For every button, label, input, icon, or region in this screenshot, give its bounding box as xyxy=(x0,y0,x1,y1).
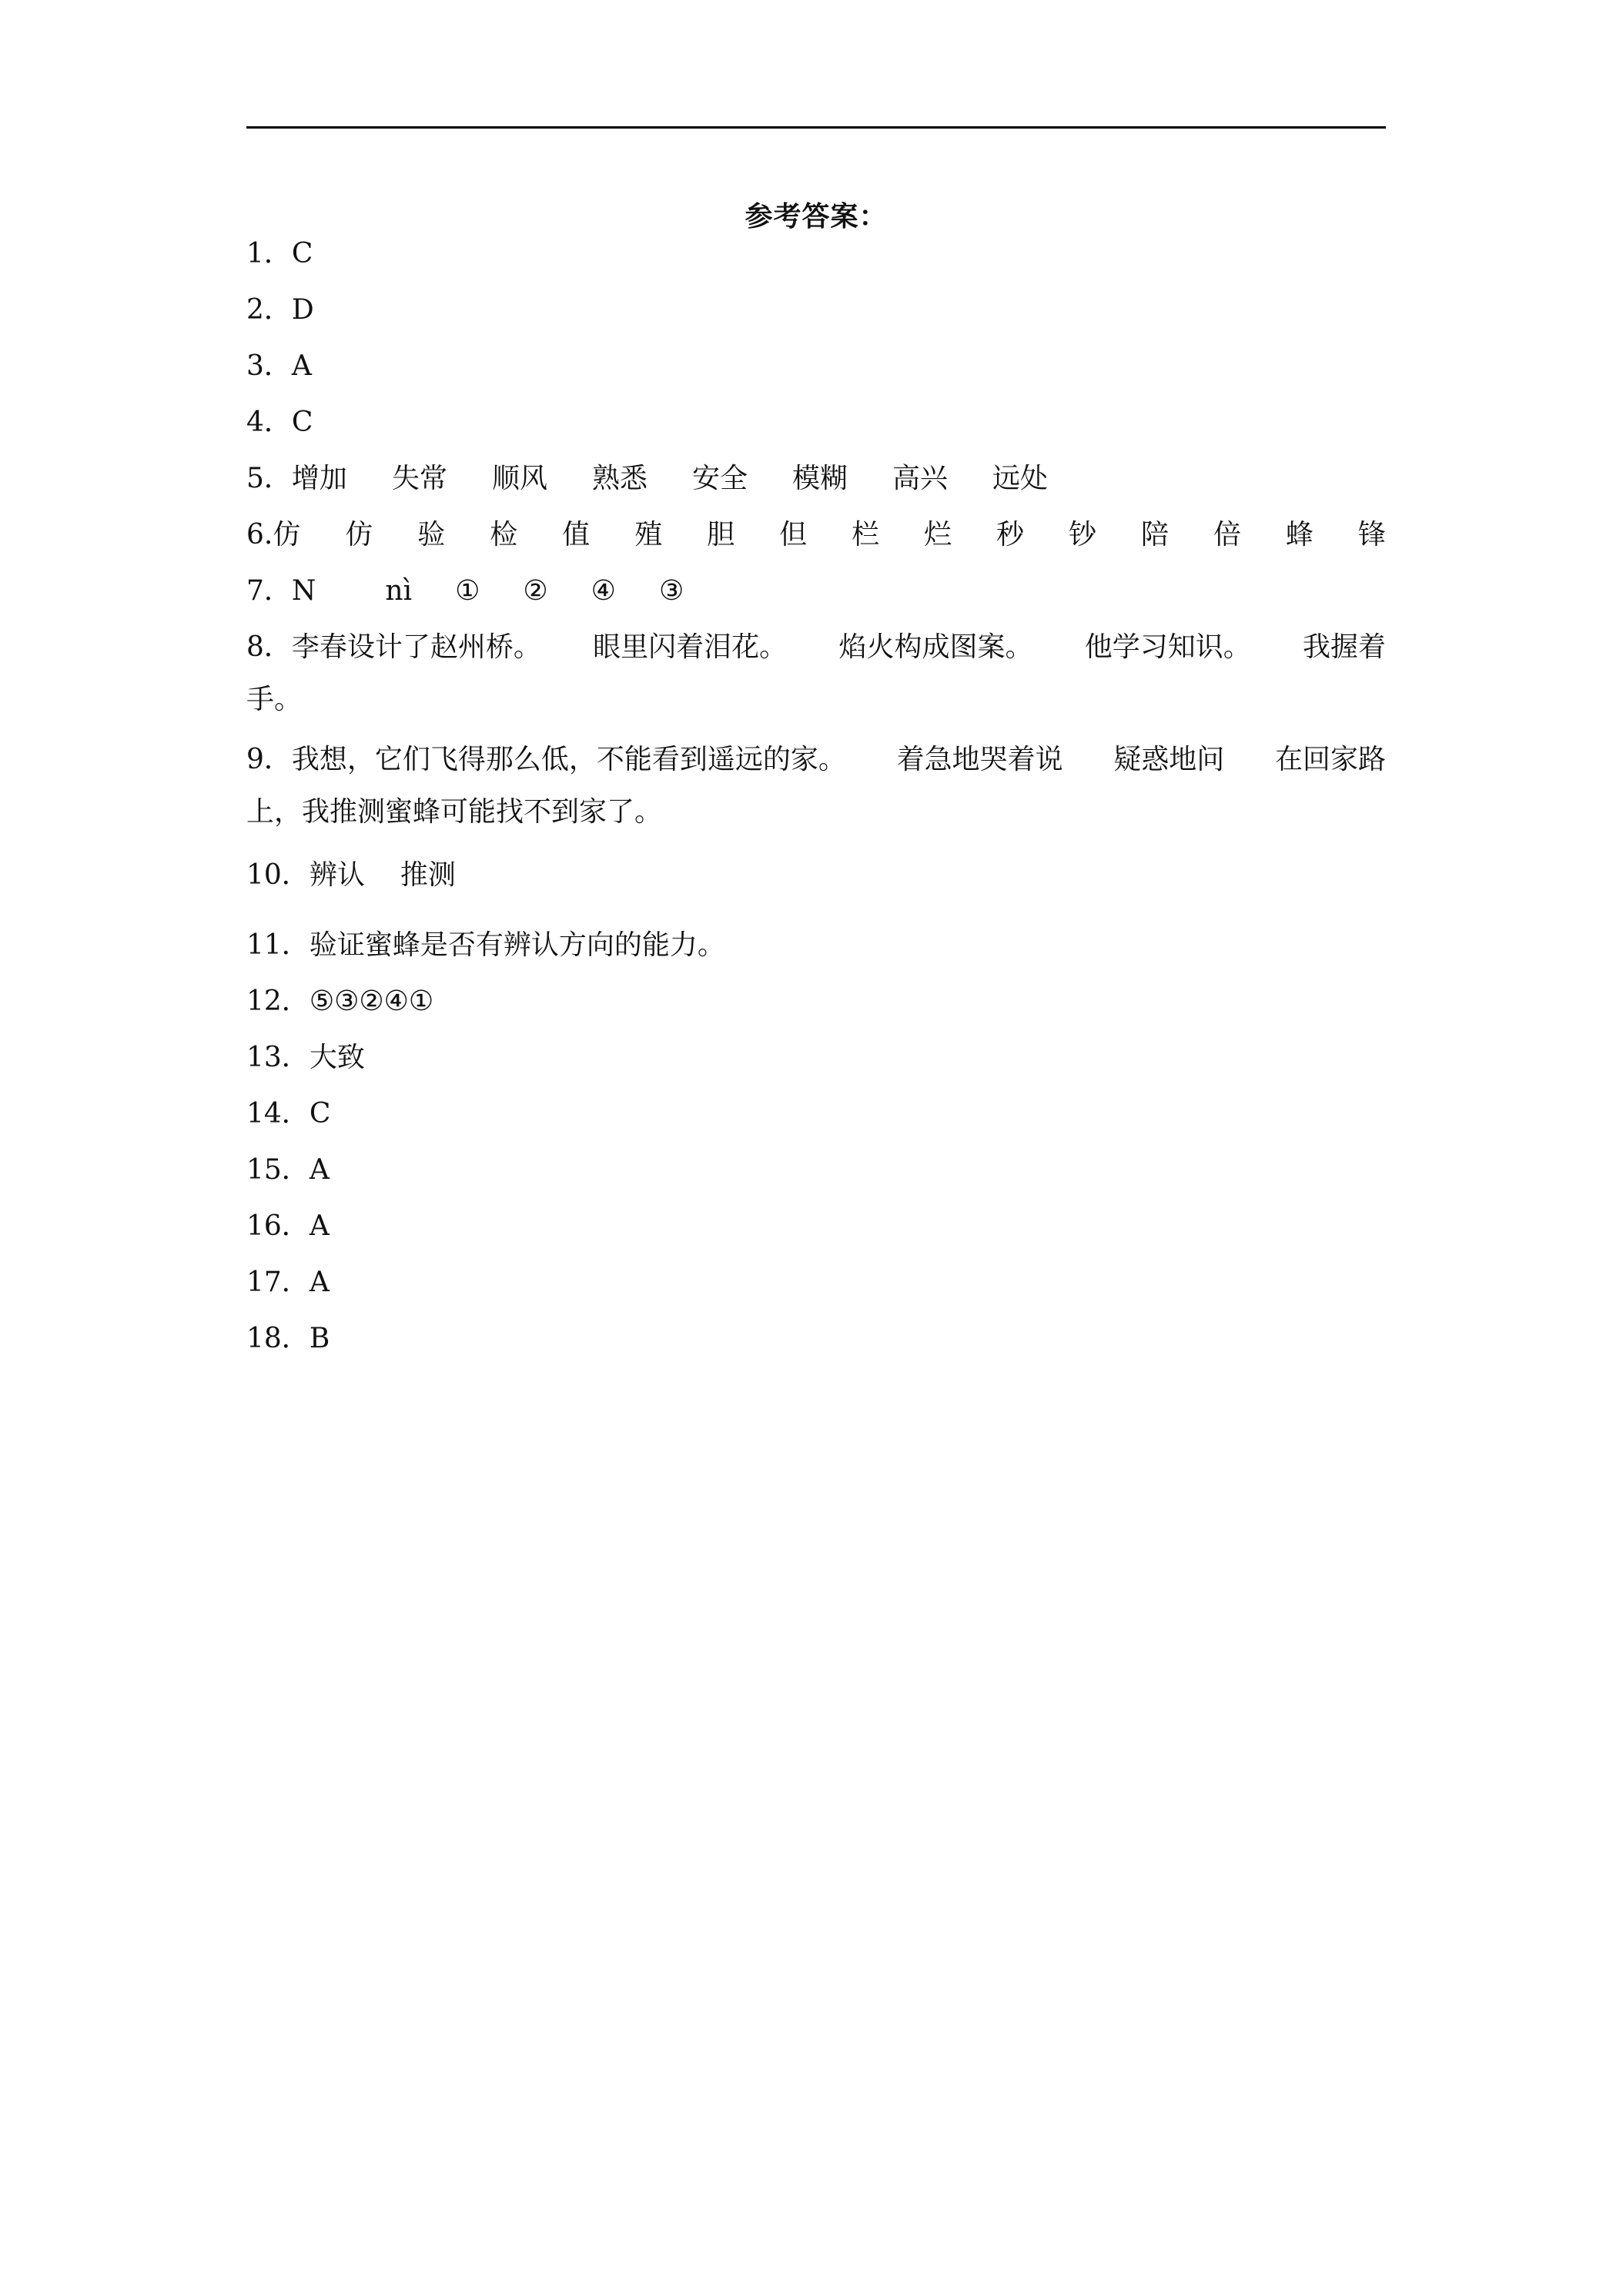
answer-item: 我握着 xyxy=(1302,631,1386,663)
answer-text: C xyxy=(291,238,313,269)
answer-number: 9． xyxy=(246,744,292,775)
answer-number: 16． xyxy=(246,1210,310,1242)
answer-text: A xyxy=(291,350,312,382)
answer-item: 辨认 xyxy=(309,859,365,891)
answer-item: 失常 xyxy=(391,463,447,494)
answer-11 xyxy=(246,925,1386,966)
answer-16 xyxy=(246,1206,1386,1247)
answer-8 xyxy=(246,627,1386,668)
answer-item: 验 xyxy=(417,519,446,551)
answer-text: A xyxy=(309,1154,330,1186)
answer-item: 殖 xyxy=(634,519,663,551)
answer-4 xyxy=(246,402,1386,443)
answer-number: 8． xyxy=(246,631,292,663)
answer-number: 15． xyxy=(246,1154,310,1186)
answer-17 xyxy=(246,1262,1386,1304)
answer-number: 6. xyxy=(246,519,273,551)
answer-6 xyxy=(246,514,1386,556)
answer-item: 他学习知识。 xyxy=(1084,631,1251,663)
answer-item: 仿 xyxy=(345,519,373,551)
answer-text: D xyxy=(291,294,314,326)
answer-item: 疑惑地问 xyxy=(1113,744,1225,775)
answer-item: 推测 xyxy=(400,859,456,891)
answer-item: 烂 xyxy=(924,519,952,551)
answer-item: 倍 xyxy=(1213,519,1241,551)
answer-item: 值 xyxy=(562,519,591,551)
answer-item: N xyxy=(291,575,316,607)
answer-item: 仿 xyxy=(273,519,301,551)
answer-item xyxy=(246,627,541,668)
answer-number: 10． xyxy=(246,859,310,891)
answer-3 xyxy=(246,346,1386,387)
answer-text: C xyxy=(291,407,313,438)
answer-15 xyxy=(246,1150,1386,1191)
answer-item: ② xyxy=(523,575,548,607)
answer-13 xyxy=(246,1037,1386,1079)
answer-number: 4． xyxy=(246,407,292,438)
answer-number: 7． xyxy=(246,575,292,607)
answer-item: 增加 xyxy=(291,463,347,494)
answer-text: B xyxy=(309,1323,330,1354)
answer-item: 检 xyxy=(490,519,518,551)
answer-text: C xyxy=(309,1098,331,1130)
answer-item: ① xyxy=(455,575,480,607)
answer-number: 12． xyxy=(246,986,310,1017)
answer-item: 焰火构成图案。 xyxy=(838,631,1033,663)
answer-item: ④ xyxy=(591,575,616,607)
answer-7 xyxy=(246,571,1386,612)
answer-2 xyxy=(246,290,1386,331)
answer-10 xyxy=(246,855,1386,896)
answer-item: 我想，它们飞得那么低，不能看到遥远的家。 xyxy=(291,744,846,775)
answer-number: 18． xyxy=(246,1323,310,1354)
answer-number: 13． xyxy=(246,1042,310,1073)
answer-item: 栏 xyxy=(852,519,880,551)
answer-1 xyxy=(246,233,1386,275)
answer-item: 高兴 xyxy=(892,463,949,494)
answer-text: A xyxy=(309,1210,330,1242)
answer-number: 2． xyxy=(246,294,292,326)
answer-5 xyxy=(246,458,1386,500)
answer-item: 锋 xyxy=(1357,519,1386,551)
answer-item: 熟悉 xyxy=(591,463,648,494)
page-title: 参考答案： xyxy=(745,200,888,233)
answer-number: 11． xyxy=(246,929,310,961)
answer-8-continuation: 手。 xyxy=(246,684,303,715)
answer-item: 但 xyxy=(779,519,808,551)
answer-number: 1． xyxy=(246,238,292,269)
answer-item: 眼里闪着泪花。 xyxy=(593,631,788,663)
answer-item: nì xyxy=(385,575,413,607)
answer-item: 安全 xyxy=(691,463,748,494)
answer-text: 验证蜜蜂是否有辨认方向的能力。 xyxy=(309,929,725,961)
answer-number: 17． xyxy=(246,1267,310,1298)
answer-item: 顺风 xyxy=(491,463,547,494)
answer-item: 陪 xyxy=(1140,519,1169,551)
header-rule xyxy=(246,126,1386,129)
answer-item: 远处 xyxy=(992,463,1049,494)
answer-item: 在回家路 xyxy=(1274,744,1386,775)
answer-item: 李春设计了赵州桥。 xyxy=(291,631,541,663)
answer-item: 秒 xyxy=(996,519,1025,551)
answer-18 xyxy=(246,1318,1386,1360)
answer-number: 14． xyxy=(246,1098,310,1130)
answer-item xyxy=(246,514,300,556)
answer-item: 钞 xyxy=(1069,519,1097,551)
answer-number: 3． xyxy=(246,350,292,382)
answer-14 xyxy=(246,1093,1386,1135)
answer-9 xyxy=(246,739,1386,781)
answer-item: 胆 xyxy=(707,519,735,551)
answer-item: 模糊 xyxy=(791,463,848,494)
answer-9-continuation: 上，我推测蜜蜂可能找不到家了。 xyxy=(246,796,663,828)
answer-item xyxy=(246,739,846,781)
answer-number: 5． xyxy=(246,463,292,494)
answer-item: ③ xyxy=(658,575,684,607)
answer-item: 着急地哭着说 xyxy=(896,744,1063,775)
answer-text: A xyxy=(309,1267,330,1298)
answer-text: 大致 xyxy=(309,1042,365,1073)
answer-12 xyxy=(246,981,1386,1022)
answer-text: ⑤③②④① xyxy=(309,986,434,1017)
answer-item: 蜂 xyxy=(1285,519,1313,551)
